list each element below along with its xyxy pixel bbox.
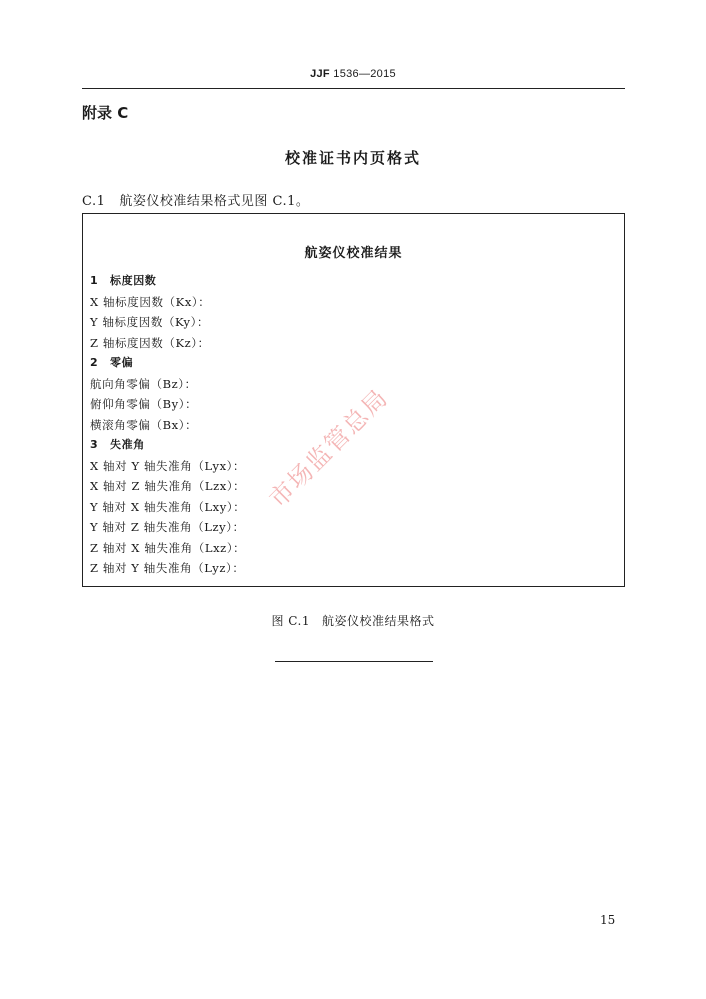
section-title: 校准证书内页格式 xyxy=(284,149,421,167)
result-field-label: 横滚角零偏（Bx）： xyxy=(90,417,198,432)
result-field-line xyxy=(90,374,614,395)
standard-code-prefix: JJF xyxy=(310,68,330,80)
result-lines xyxy=(90,271,614,579)
figure-number: 图 C.1 xyxy=(271,614,310,628)
result-section-heading xyxy=(90,353,614,374)
intro-number: C.1 xyxy=(82,194,106,209)
result-field-label: 俯仰角零偏（By）： xyxy=(90,397,198,411)
result-section-title: 失准角 xyxy=(110,438,145,451)
figure-caption xyxy=(0,612,706,629)
header-rule xyxy=(82,88,625,89)
result-section-heading xyxy=(90,271,614,292)
result-box-title: 航姿仪校准结果 xyxy=(304,246,403,261)
result-field-line xyxy=(90,517,614,538)
result-section-title: 标度因数 xyxy=(110,274,157,287)
standard-code xyxy=(0,68,706,80)
result-field-line xyxy=(90,312,614,333)
result-section-title: 零偏 xyxy=(110,356,134,369)
result-field-line xyxy=(90,333,614,354)
end-rule xyxy=(275,661,433,662)
result-field-label: Z 轴对 Y 轴失准角（Lyz）： xyxy=(90,561,245,575)
page-number: 15 xyxy=(600,913,616,927)
intro-text: 航姿仪校准结果格式见图 C.1。 xyxy=(119,194,310,209)
figure-caption-text: 航姿仪校准结果格式 xyxy=(322,614,435,628)
result-field-label: Z 轴对 X 轴失准角（Lxz）： xyxy=(90,540,246,555)
result-field-label: Y 轴对 X 轴失准角（Lxy）： xyxy=(90,499,246,514)
appendix-label: 附录 C xyxy=(82,104,129,122)
result-field-line xyxy=(90,497,614,518)
result-format-box xyxy=(82,213,625,587)
result-field-label: 航向角零偏（Bz）： xyxy=(90,376,197,391)
result-field-label: Y 轴对 Z 轴失准角（Lzy）： xyxy=(90,520,245,534)
result-field-label: Y 轴标度因数（Ky）： xyxy=(90,315,210,329)
result-section-number: 3 xyxy=(90,438,99,451)
result-field-label: X 轴对 Z 轴失准角（Lzx）： xyxy=(90,479,246,493)
result-section-heading xyxy=(90,435,614,456)
result-field-line xyxy=(90,476,614,497)
result-field-label: X 轴对 Y 轴失准角（Lyx）： xyxy=(90,458,246,473)
result-field-line xyxy=(90,292,614,313)
standard-code-number: 1536—2015 xyxy=(333,68,396,80)
result-field-line xyxy=(90,558,614,579)
result-section-number: 2 xyxy=(90,356,99,369)
result-field-line xyxy=(90,538,614,559)
result-section-number: 1 xyxy=(90,274,99,287)
result-field-line xyxy=(90,394,614,415)
intro-paragraph xyxy=(82,190,309,209)
watermark-stamp: 市场监管总局 xyxy=(263,383,394,514)
result-field-line xyxy=(90,456,614,477)
result-field-label: Z 轴标度因数（Kz）： xyxy=(90,335,210,350)
result-field-label: X 轴标度因数（Kx）： xyxy=(90,294,211,309)
result-field-line xyxy=(90,415,614,436)
